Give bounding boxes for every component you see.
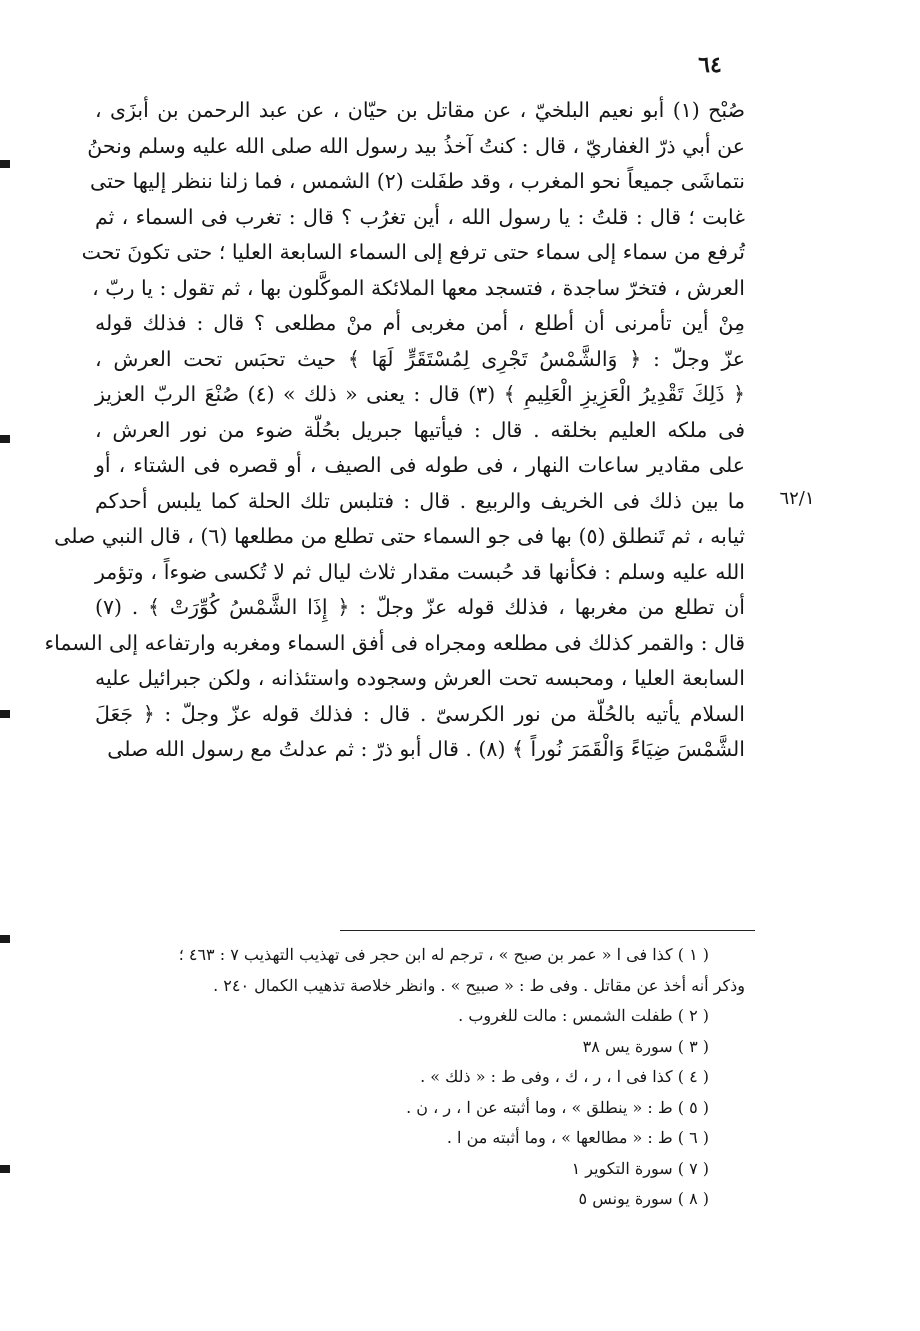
text-line: فى ملكه العليم بخلقه . قال : فيأتيها جبريل بحُلّة ضوء من نور العرش ، [95,417,745,442]
footnote-line: ( ٥ ) ط : « ينطلق » ، وما أثبته عن ا ، ر ، ن . [406,1097,709,1117]
footnote-line: ( ٨ ) سورة يونس ٥ [578,1189,709,1208]
footnote-line: ( ٦ ) ط : « مطالعها » ، وما أثبته من ا . [446,1128,709,1147]
footnote-line: وذكر أنه أخذ عن مقاتل . وفى ط : « صبيح » . وانظر خلاصة تذهيب الكمال ٢٤٠ . [213,975,745,995]
scan-edge-mark [0,435,10,443]
text-line: الله عليه وسلم : فكأنها قد حُبست مقدار ثلاث ليال ثم لا تُكسى ضوءاً ، وتؤمر [95,559,745,584]
text-line: صُبْح (١) أبو نعيم البلخيّ ، عن مقاتل بن حيّان ، عن عبد الرحمن بن أبزَى ، [95,98,745,122]
scan-edge-mark [0,935,10,943]
footnote-line: ( ١ ) كذا فى ا « عمر بن صبح » ، ترجم له ابن حجر فى تهذيب التهذيب ٧ : ٤٦٣ ؛ [178,945,709,964]
page-number: ٦٤ [698,52,722,78]
text-line: عزّ وجلّ : ﴿ وَالشَّمْسُ تَجْرِى لِمُسْتَقَرٍّ لَهَا ﴾ حيث تحبَس تحت العرش ، [95,346,745,371]
text-line: قال : والقمر كذلك فى مطلعه ومجراه فى أفق السماء ومغربه وارتفاعه إلى السماء [44,630,745,655]
text-line: تُرفع من سماء إلى سماء حتى ترفع إلى السماء السابعة العليا ؛ حتى تكونَ تحت [81,240,745,264]
text-line: أن تطلع من مغربها ، فذلك قوله عزّ وجلّ : ﴿ إِذَا الشَّمْسُ كُوِّرَتْ ﴾ . (٧) [95,595,745,619]
footnote-divider [340,930,755,931]
scan-edge-mark [0,160,10,168]
footnote-line: ( ٤ ) كذا فى ا ، ر ، ك ، وفى ط : « ذلك » . [420,1067,709,1086]
text-line: عن أبي ذرّ الغفاريّ ، قال : كنتُ آخذُ بيد رسول الله صلى الله عليه وسلم ونحنُ [87,133,745,158]
text-line: العرش ، فتخرّ ساجدة ، فتسجد معها الملائكة الموكَّلون بها ، ثم تقول : يا ربّ ، [92,275,745,300]
text-line: السابعة العليا ، ومحبسه تحت العرش وسجوده واستئذانه ، ولكن جبرائيل عليه [95,666,745,690]
text-line: مِنْ أين تأمرنى أن أطلع ، أمن مغربى أم منْ مطلعى ؟ قال : فذلك قوله [95,311,745,335]
footnote-line: ( ٧ ) سورة التكوير ١ [571,1158,709,1178]
text-line: ما بين ذلك فى الخريف والربيع . قال : فتلبس تلك الحلة كما يلبس أحدكم [95,488,745,513]
footnotes [95,940,745,1215]
main-text [44,93,746,768]
text-line: غابت ؛ قال : قلتُ : يا رسول الله ، أين تغرُب ؟ قال : تغرب فى السماء ، ثم [95,204,745,229]
footnote-line: ( ٢ ) طفلت الشمس : مالت للغروب . [458,1006,709,1025]
text-line: على مقادير ساعات النهار ، فى طوله فى الصيف ، أو قصره فى الشتاء ، أو [95,453,745,477]
text-line: نتماشَى جميعاً نحو المغرب ، وقد طفَلت (٢) الشمس ، فما زلنا ننظر إليها حتى [90,169,745,193]
margin-reference: ٦٢/١ [779,488,815,509]
text-line: الشَّمْسَ ضِيَاءً وَالْقَمَرَ نُوراً ﴾ (٨) . قال أبو ذرّ : ثم عدلتُ مع رسول الله صلى [107,737,745,761]
scan-edge-mark [0,1165,10,1173]
text-line: ﴿ ذَلِكَ تَقْدِيرُ الْعَزِيزِ الْعَلِيمِ ﴾ (٣) قال : يعنى « ذلك » (٤) صُنْعَ الربّ العزيز [95,382,746,406]
footnote-line: ( ٣ ) سورة يس ٣٨ [582,1036,709,1056]
text-line: السلام يأتيه بالحُلّة من نور الكرسىّ . قال : فذلك قوله عزّ وجلّ : ﴿ جَعَلَ [95,701,745,726]
scan-edge-mark [0,710,10,718]
text-line: ثيابه ، ثم تَنطلق (٥) بها فى جو السماء حتى تطلع من مطلعها (٦) ، قال النبي صلى [54,524,745,548]
